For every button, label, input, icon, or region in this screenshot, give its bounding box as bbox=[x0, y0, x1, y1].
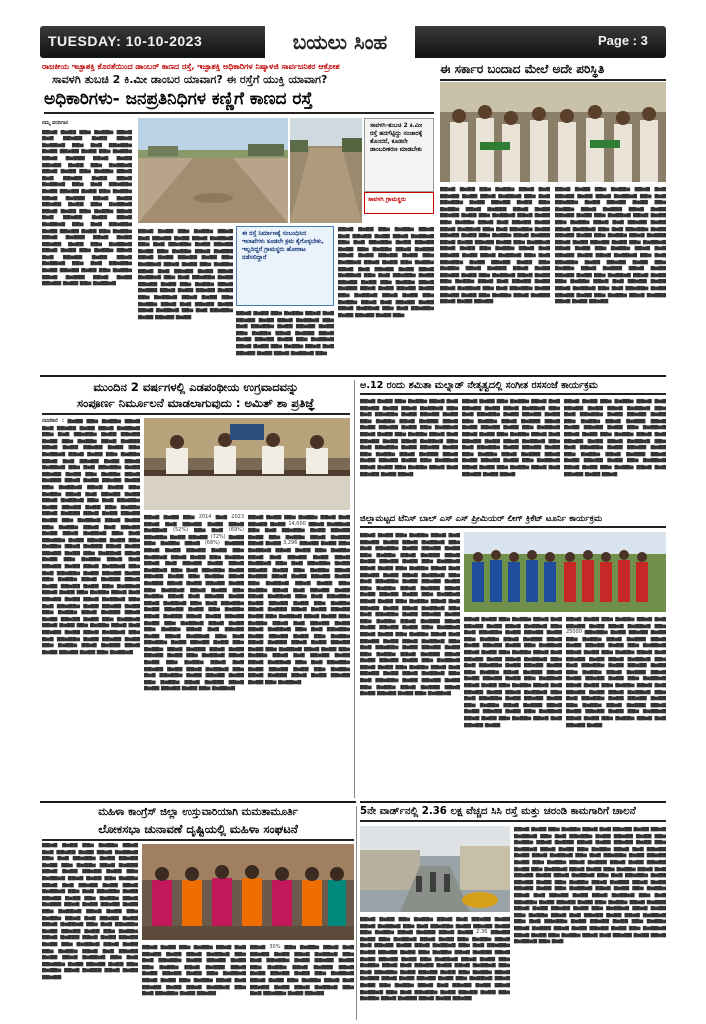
lead-byline: ನಮ್ಮ ವರದಿಗಾರ bbox=[42, 120, 69, 126]
amitshah-body-col1: ನವದೆಹಲಿ : ▆▅▆▆ ▆▆▅ ▆▅▆▆▅ ▆▆▅▆ ▆▅▆ ▆▆▅▆▆ ▆▅▆▆ ▆▆▅▆ ▆▅▆▆▅▆ ▆▆▅ ▆▅▆ ▆▆▅▆▆▅ ▆▅▆▆ ▆▆▅▆▆ ▆▅▆▆ ▆▆▅ ▆▅▆▆▅ ▆▆▅▆ ▆▅▆▆▆ ▆▆▅▆ ▆▅▆▆ ▆▆▅▆▆ ▆▅▆▆ ▆▆▅ ▆▅▆▆▅▆ ▆▆▅▆ ▆▅▆▆ ▆▆▅ ▆▅▆▆▅ ▆▆▅▆ ▆▅▆ ▆▆▅▆▆ ▆▅▆▆ ▆▆▅▆ ▆▅▆▆▅▆ ▆▆▅ ▆▅▆ ▆▆▅▆▆▅ ▆▅▆▆ ▆▆▅▆▆ ▆▅▆▆ ▆▆▅ ▆▅▆▆▅ ▆▆▅▆ ▆▅▆▆▆ ▆▆▅▆ ▆▅▆▆ ▆▆▅▆▆ ▆▅▆▆ ▆▆▅ ▆▅▆▆▅▆ ▆▆▅▆ ▆▅▆▆ ▆▆▅ ▆▅▆▆▅ ▆▆▅▆ ▆▅▆ ▆▆▅▆▆ ▆▅▆▆ ▆▆▅▆ ▆▅▆▆▅▆ ▆▆▅ ▆▅▆ ▆▆▅▆▆▅ ▆▅▆▆ ▆▆▅▆▆ ▆▅▆▆ ▆▆▅ ▆▅▆▆▅ ▆▆▅▆ ▆▅▆▆▆ ▆▆▅▆ ▆▅▆▆ ▆▆▅▆▆ ▆▅▆▆ ▆▆▅ ▆▅▆▆▅▆ ▆▆▅▆ ▆▅▆▆ ▆▆▅ ▆▅▆▆▅ ▆▆▅▆ ▆▅▆ ▆▆▅▆▆ ▆▅▆▆ ▆▆▅▆ ▆▅▆▆▅▆ ▆▆▅ ▆▅▆ ▆▆▅▆▆▅ ▆▅▆▆ ▆▆▅▆▆ ▆▅▆▆ ▆▆▅ ▆▅▆▆▅ ▆▆▅▆ ▆▅▆▆▆ ▆▆▅▆ ▆▅▆▆ ▆▆▅▆▆ ▆▅▆▆ ▆▆▅ ▆▅▆▆▅▆ ▆▆▅▆ ▆▅▆▆ ▆▆▅ ▆▅▆▆▅ ▆▆▅▆ ▆▅▆ ▆▆▅▆▆ ▆▅▆▆ ▆▆▅▆ ▆▅▆▆▅▆ ▆▆▅ ▆▅▆ ▆▆▅▆▆▅ ▆▅▆▆ ▆▆▅▆▆ ▆▅▆▆ ▆▆▅ ▆▅▆▆▅ ▆▆▅▆ ▆▅▆▆▆ ▆▆▅▆ ▆▅▆▆ ▆▆▅▆▆ ▆▅▆▆ ▆▆▅ ▆▅▆▆▅▆ ▆▆▅▆ ▆▅▆▆ ▆▆▅ ▆▅▆▆▅ ▆▆▅▆ ▆▅▆ ▆▆▅▆▆ ▆▅▆▆ ▆▆▅▆ ▆▅▆▆▅▆ ▆▆▅ ▆▅▆ ▆▆▅▆▆▅ ▆▅▆▆ ▆▆▅▆▆ ▆▅▆▆ ▆▆▅ ▆▅▆▆▅ ▆▆▅▆ ▆▅▆▆▆ ▆▆▅▆ ▆▅▆▆ ▆▆▅▆▆ ▆▅▆▆ ▆▆▅ ▆▅▆▆▅▆ ▆▆▅▆ ▆▅▆▆ ▆▆▅ ▆▅▆▆▅ ▆▆▅▆ ▆▅▆ ▆▆▅▆▆ ▆▅▆▆ ▆▆▅▆ ▆▅▆▆▅▆ ▆▆▅ ▆▅▆ ▆▆▅▆▆▅ ▆▅▆▆ ▆▆▅▆▆ ▆▅▆▆ ▆▆▅ ▆▅▆▆▅ ▆▆▅▆ ▆▅▆▆▆ ▆▆▅▆ ▆▅▆▆ ▆▆▅▆▆ ▆▅▆▆ ▆▆▅ ▆▅▆▆▅▆ bbox=[42, 418, 140, 655]
lead-kicker: ರಾಜಕೀಯ ಇಚ್ಛಾಶಕ್ತಿ ಕೊರತೆಯಿಂದ ಡಾಂಬರ್ ಕಾಣದ ರಸ್ತೆ, ಇಚ್ಛಾಶಕ್ತಿ ಅಧಿಕಾರಿಗಳ ನಿಷ್ಕಾಳಜಿ ಸಾರ್ವಜನಿಕರ ಆಕ್ರೋಶ bbox=[42, 62, 340, 71]
cricket-headline: ಜಿಲ್ಲಾಮಟ್ಟದ ಟೆನಿಸ್ ಬಾಲ್ ಎಸ್ ಎಸ್ ಪ್ರೀಮಿಯರ್ ಲೀಗ್ ಕ್ರಿಕೆಟ್ ಟೂರ್ನಿ ಕಾರ್ಯಕ್ರಮ bbox=[360, 514, 666, 528]
music-body-col3: ▆▆▅▆ ▆▅▆▆ ▆▆▅ ▆▅▆▆▅ ▆▆▅▆ ▆▅▆ ▆▆▅▆▆ ▆▅▆▆ ▆▆▅▆ ▆▅▆▆▅▆ ▆▆▅ ▆▅▆ ▆▆▅▆▆▅ ▆▅▆▆ ▆▆▅▆▆ ▆▅▆▆ ▆▆▅ ▆▅▆▆▅ ▆▆▅▆ ▆▅▆▆▆ ▆▆▅▆ ▆▅▆▆ ▆▆▅▆▆ ▆▅▆▆ ▆▆▅ ▆▅▆▆▅▆ ▆▆▅▆ ▆▅▆▆ ▆▆▅ ▆▅▆▆▅ ▆▆▅▆ ▆▅▆ ▆▆▅▆▆ ▆▅▆▆ ▆▆▅▆ ▆▅▆▆▅▆ ▆▆▅ ▆▅▆ ▆▆▅▆▆▅ ▆▅▆▆ ▆▆▅▆▆ ▆▅▆▆ ▆▆▅ ▆▅▆▆▅ ▆▆▅▆ ▆▅▆▆▆ ▆▆▅▆ ▆▅▆▆ ▆▆▅▆▆ ▆▅▆▆ ▆▆▅ ▆▅▆▆▅▆ ▆▆▅▆ ▆▅▆▆ ▆▆▅ ▆▅▆▆▅ ▆▆▅▆ ▆▅▆ ▆▆▅▆▆ ▆▅▆▆ ▆▆▅▆ bbox=[564, 398, 666, 477]
cc-road-headline: 5ನೇ ವಾರ್ಡ್‌ನಲ್ಲಿ 2.36 ಲಕ್ಷ ವೆಚ್ಚದ ಸಿಸಿ ರಸ್ತೆ ಮತ್ತು ಚರಂಡಿ ಕಾಮಗಾರಿಗೆ ಚಾಲನೆ bbox=[360, 806, 666, 822]
section-divider-bottom-left bbox=[40, 801, 356, 803]
section-divider-bottom-right bbox=[360, 801, 666, 803]
cricket-body-col1: ▆▆▅▆ ▆▅▆▆ ▆▆▅ ▆▅▆▆▅ ▆▆▅▆ ▆▅▆ ▆▆▅▆▆ ▆▅▆▆ ▆▆▅▆ ▆▅▆▆▅▆ ▆▆▅ ▆▅▆ ▆▆▅▆▆▅ ▆▅▆▆ ▆▆▅▆▆ ▆▅▆▆ ▆▆▅ ▆▅▆▆▅ ▆▆▅▆ ▆▅▆▆▆ ▆▆▅▆ ▆▅▆▆ ▆▆▅▆▆ ▆▅▆▆ ▆▆▅ ▆▅▆▆▅▆ ▆▆▅▆ ▆▅▆▆ ▆▆▅ ▆▅▆▆▅ ▆▆▅▆ ▆▅▆ ▆▆▅▆▆ ▆▅▆▆ ▆▆▅▆ ▆▅▆▆▅▆ ▆▆▅ ▆▅▆ ▆▆▅▆▆▅ ▆▅▆▆ ▆▆▅▆▆ ▆▅▆▆ ▆▆▅ ▆▅▆▆▅ ▆▆▅▆ ▆▅▆▆▆ ▆▆▅▆ ▆▅▆▆ ▆▆▅▆▆ ▆▅▆▆ ▆▆▅ ▆▅▆▆▅▆ ▆▆▅▆ ▆▅▆▆ ▆▆▅ ▆▅▆▆▅ ▆▆▅▆ ▆▅▆ ▆▆▅▆▆ ▆▅▆▆ ▆▆▅▆ ▆▅▆▆▅▆ ▆▆▅ ▆▅▆ ▆▆▅▆▆▅ ▆▅▆▆ ▆▆▅▆▆ ▆▅▆▆ ▆▆▅ ▆▅▆▆▅ ▆▆▅▆ ▆▅▆▆▆ ▆▆▅▆ ▆▅▆▆ ▆▆▅▆▆ ▆▅▆▆ ▆▆▅ ▆▅▆▆▅▆ ▆▆▅▆ ▆▅▆▆ ▆▆▅ ▆▅▆▆▅ ▆▆▅▆ ▆▅▆ ▆▆▅▆▆ ▆▅▆▆ ▆▆▅▆ ▆▅▆▆▅▆ ▆▆▅ ▆▅▆ ▆▆▅▆▆▅ ▆▅▆▆ ▆▆▅▆▆ ▆▅▆▆ ▆▆▅ ▆▅▆▆▅ ▆▆▅▆ ▆▅▆▆▆ ▆▆▅▆ ▆▅▆▆ ▆▆▅▆▆ ▆▅▆▆ ▆▆▅ ▆▅▆▆▅▆ ▆▆▅▆ ▆▅▆▆ ▆▆▅ ▆▅▆▆▅ ▆▆▅▆ ▆▅▆ ▆▆▅▆▆ ▆▅▆▆ ▆▆▅▆ ▆▅▆▆▅▆ ▆▆▅ ▆▅▆ ▆▆▅▆▆▅ ▆▅▆▆ ▆▆▅▆▆ ▆▅▆▆ ▆▆▅ ▆▅▆▆▅ ▆▆▅▆ ▆▅▆▆▆ ▆▆▅▆ ▆▅▆▆ ▆▆▅▆▆ ▆▅▆▆ ▆▆▅ ▆▅▆▆▅▆ bbox=[360, 532, 460, 697]
womens-meeting-photo bbox=[142, 844, 354, 940]
lead-headline: ಅಧಿಕಾರಿಗಳು- ಜನಪ್ರತಿನಿಧಿಗಳ ಕಣ್ಣಿಗೆ ಕಾಣದ ರಸ್ತೆ bbox=[44, 89, 434, 114]
newspaper-title: ಬಯಲು ಸಿಂಹ bbox=[265, 26, 415, 58]
amitshah-headline-line2: ಸಂಪೂರ್ಣ ನಿರ್ಮೂಲನೆ ಮಾಡಲಾಗುವುದು : ಅಮಿತ್ ಶಾ ಪ್ರತಿಜ್ಞೆ bbox=[42, 396, 350, 415]
section-divider bbox=[40, 375, 666, 377]
lead-quote-box: ಸಾವಳಗಿ-ತುಬಚಿ 2 ಕಿ.ಮೀ ರಸ್ತೆ ಹದಗೆಟ್ಟಿದ್ದು ಸಂಚಾರಕ್ಕೆ ತೊಂದರೆ, ಕೂಡಲೇ ಡಾಂಬರೀಕರಣ ಮಾಡಬೇಕು bbox=[364, 118, 434, 192]
column-rule bbox=[354, 380, 355, 798]
lead-body-col1: ನಮ್ಮ ವರದಿಗಾರ ▆▆▅▆ ▆▅▆▆ ▆▆▅ ▆▅▆▆▅ ▆▆▅▆ ▆▅▆ ▆▆▅▆▆ ▆▅▆▆ ▆▆▅▆ ▆▅▆▆▅▆ ▆▆▅ ▆▅▆ ▆▆▅▆▆▅ ▆▅▆▆ ▆▆▅▆▆ ▆▅▆▆ ▆▆▅ ▆▅▆▆▅ ▆▆▅▆ ▆▅▆▆▆ ▆▆▅▆ ▆▅▆▆ ▆▆▅▆▆ ▆▅▆▆ ▆▆▅ ▆▅▆▆▅▆ ▆▆▅▆ ▆▅▆▆ ▆▆▅ ▆▅▆▆▅ ▆▆▅▆ ▆▅▆ ▆▆▅▆▆ ▆▅▆▆ ▆▆▅▆ ▆▅▆▆▅▆ ▆▆▅ ▆▅▆ ▆▆▅▆▆▅ ▆▅▆▆ ▆▆▅▆▆ ▆▅▆▆ ▆▆▅ ▆▅▆▆▅ ▆▆▅▆ ▆▅▆▆▆ ▆▆▅▆ ▆▅▆▆ ▆▆▅▆▆ ▆▅▆▆ ▆▆▅ ▆▅▆▆▅▆ ▆▆▅▆ ▆▅▆▆ ▆▆▅ ▆▅▆▆▅ ▆▆▅▆ ▆▅▆ ▆▆▅▆▆ ▆▅▆▆ ▆▆▅▆ ▆▅▆▆▅▆ ▆▆▅ ▆▅▆ ▆▆▅▆▆▅ ▆▅▆▆ ▆▆▅▆▆ ▆▅▆▆ ▆▆▅ ▆▅▆▆▅ ▆▆▅▆ ▆▅▆▆▆ ▆▆▅▆ ▆▅▆▆ ▆▆▅▆▆ ▆▅▆▆ ▆▆▅ ▆▅▆▆▅▆ ▆▆▅▆ ▆▅▆▆ ▆▆▅ ▆▅▆▆▅ ▆▆▅▆ ▆▅▆ ▆▆▅▆▆ ▆▅▆▆ ▆▆▅▆ ▆▅▆▆▅▆ ▆▆▅ ▆▅▆ ▆▆▅▆▆▅ ▆▅▆▆ ▆▆▅▆▆ ▆▅▆▆ ▆▆▅ ▆▅▆▆▅ ▆▆▅▆ ▆▅▆▆▆ ▆▆▅▆ ▆▅▆▆ ▆▆▅▆▆ ▆▅▆▆ ▆▆▅ ▆▅▆▆▅▆ bbox=[42, 120, 132, 287]
womens-body-col1: ▆▆▅▆ ▆▅▆▆ ▆▆▅ ▆▅▆▆▅ ▆▆▅▆ ▆▅▆ ▆▆▅▆▆ ▆▅▆▆ ▆▆▅▆ ▆▅▆▆▅▆ ▆▆▅ ▆▅▆ ▆▆▅▆▆▅ ▆▅▆▆ ▆▆▅▆▆ ▆▅▆▆ ▆▆▅ ▆▅▆▆▅ ▆▆▅▆ ▆▅▆▆▆ ▆▆▅▆ ▆▅▆▆ ▆▆▅▆▆ ▆▅▆▆ ▆▆▅ ▆▅▆▆▅▆ ▆▆▅▆ ▆▅▆▆ ▆▆▅ ▆▅▆▆▅ ▆▆▅▆ ▆▅▆ ▆▆▅▆▆ ▆▅▆▆ ▆▆▅▆ ▆▅▆▆▅▆ ▆▆▅ ▆▅▆ ▆▆▅▆▆▅ ▆▅▆▆ ▆▆▅▆▆ ▆▅▆▆ ▆▆▅ ▆▅▆▆▅ ▆▆▅▆ ▆▅▆▆▆ ▆▆▅▆ ▆▅▆▆ ▆▆▅▆▆ ▆▅▆▆ ▆▆▅ ▆▅▆▆▅▆ ▆▆▅▆ ▆▅▆▆ ▆▆▅ ▆▅▆▆▅ ▆▆▅▆ ▆▅▆ ▆▆▅▆▆ ▆▅▆▆ ▆▆▅▆ ▆▅▆▆▅▆ ▆▆▅ ▆▅▆ ▆▆▅▆▆▅ ▆▅▆▆ ▆▆▅▆▆ ▆▅▆▆ ▆▆▅ ▆▅▆▆▅ ▆▆▅▆ ▆▅▆▆▆ ▆▆▅▆ ▆▅▆▆ ▆▆▅▆▆ ▆▅▆▆ ▆▆▅ ▆▅▆▆▅▆ ▆▆▅▆ ▆▅▆▆ ▆▆▅ ▆▅▆▆▅ ▆▆▅▆ ▆▅▆ ▆▆▅▆▆ ▆▅▆▆ ▆▆▅▆ ▆▅▆▆▅▆ ▆▆▅ ▆▅▆ ▆▆▅▆▆▅ ▆▅▆▆ ▆▆▅▆▆ ▆▅▆▆ ▆▆▅ ▆▅▆▆▅ ▆▆▅▆ ▆▅▆▆▆ ▆▆▅▆ ▆▅▆▆ ▆▆▅▆▆ bbox=[42, 842, 138, 980]
amitshah-body-col2: ▆▆▅▆ ▆▅▆▆ ▆▆▅ 2014 ▆▅▆ 2023 ▆▆▅▆ ▆▅▆ ▆▆▅▆▆ ▆▅▆▆ ▆▆▅▆ ▆▅▆▆▅▆ (52%) ▆▆▅ ▆▅▆ (69%) ▆▆▅▆▆▅ ▆▅▆▆ ▆▆▅▆▆ (72%) ▆▅▆▆ ▆▆▅ ▆▅▆▆▅ ▆▆▅▆ (68%) ▆▅▆▆▆ ▆▆▅▆ ▆▅▆▆ ▆▆▅▆▆ ▆▅▆▆ ▆▆▅ ▆▅▆▆▅▆ ▆▆▅▆ ▆▅▆▆ ▆▆▅ ▆▅▆▆▅ ▆▆▅▆ ▆▅▆ ▆▆▅▆▆ ▆▅▆▆ ▆▆▅▆ ▆▅▆▆▅▆ ▆▆▅ ▆▅▆ ▆▆▅▆▆▅ ▆▅▆▆ ▆▆▅▆▆ ▆▅▆▆ ▆▆▅ ▆▅▆▆▅ ▆▆▅▆ ▆▅▆▆▆ ▆▆▅▆ ▆▅▆▆ ▆▆▅▆▆ ▆▅▆▆ ▆▆▅ ▆▅▆▆▅▆ ▆▆▅▆ ▆▅▆▆ ▆▆▅ ▆▅▆▆▅ ▆▆▅▆ ▆▅▆ ▆▆▅▆▆ ▆▅▆▆ ▆▆▅▆ ▆▅▆▆▅▆ ▆▆▅ ▆▅▆ ▆▆▅▆▆▅ ▆▅▆▆ ▆▆▅▆▆ ▆▅▆▆ ▆▆▅ ▆▅▆▆▅ ▆▆▅▆ ▆▅▆▆▆ ▆▆▅▆ ▆▅▆▆ ▆▆▅▆▆ ▆▅▆▆ ▆▆▅ ▆▅▆▆▅▆ ▆▆▅▆ ▆▅▆▆ ▆▆▅ ▆▅▆▆▅ ▆▆▅▆ ▆▅▆ ▆▆▅▆▆ ▆▅▆▆ ▆▆▅▆ ▆▅▆▆▅▆ ▆▆▅ ▆▅▆ ▆▆▅▆▆▅ ▆▅▆▆ ▆▆▅▆▆ ▆▅▆▆ ▆▆▅ ▆▅▆▆▅ ▆▆▅▆ ▆▅▆▆▆ ▆▆▅▆ ▆▅▆▆ ▆▆▅▆▆ ▆▅▆▆ ▆▆▅ ▆▅▆▆▅▆ ▆▆▅▆ ▆▅▆▆ ▆▆▅ ▆▅▆▆▅ ▆▆▅▆ ▆▅▆ ▆▆▅▆▆ ▆▅▆▆ ▆▆▅▆ ▆▅▆▆▅▆ ▆▆▅ ▆▅▆ ▆▆▅▆▆▅ ▆▅▆▆ ▆▆▅▆▆ ▆▅▆▆ ▆▆▅ ▆▅▆▆▅ ▆▆▅▆ ▆▅▆▆▆ ▆▆▅▆ ▆▅▆▆ ▆▆▅▆▆ ▆▅▆▆ ▆▆▅ ▆▅▆▆▅▆ bbox=[144, 514, 244, 692]
right-top-headline: ಈ ಸರ್ಕಾರ ಬಂದಾದ ಮೇಲೆ ಅದೇ ಪರಿಸ್ಥಿತಿ bbox=[440, 62, 666, 81]
lead-subhead: ಸಾವಳಗಿ ತುಬಚಿ 2 ಕಿ.ಮೀ ಡಾಂಬರ ಯಾವಾಗ? ಈ ರಸ್ತೆಗೆ ಯುಕ್ತಿ ಯಾವಾಗ? bbox=[52, 73, 328, 86]
page-number: Page : 3 bbox=[598, 33, 648, 48]
womens-congress-kicker: ಮಹಿಳಾ ಕಾಂಗ್ರೆಸ್ ಜಿಲ್ಲಾ ಉಸ್ತುವಾರಿಯಾಗಿ ಮಮತಾಮೂರ್ತಿ bbox=[98, 806, 298, 818]
cricket-team-photo bbox=[464, 532, 666, 612]
right-top-body-col2: ▆▆▅▆ ▆▅▆▆ ▆▆▅ ▆▅▆▆▅ ▆▆▅▆ ▆▅▆ ▆▆▅▆▆ ▆▅▆▆ ▆▆▅▆ ▆▅▆▆▅▆ ▆▆▅ ▆▅▆ ▆▆▅▆▆▅ ▆▅▆▆ ▆▆▅▆▆ ▆▅▆▆ ▆▆▅ ▆▅▆▆▅ ▆▆▅▆ ▆▅▆▆▆ ▆▆▅▆ ▆▅▆▆ ▆▆▅▆▆ ▆▅▆▆ ▆▆▅ ▆▅▆▆▅▆ ▆▆▅▆ ▆▅▆▆ ▆▆▅ ▆▅▆▆▅ ▆▆▅▆ ▆▅▆ ▆▆▅▆▆ ▆▅▆▆ ▆▆▅▆ ▆▅▆▆▅▆ ▆▆▅ ▆▅▆ ▆▆▅▆▆▅ ▆▅▆▆ ▆▆▅▆▆ ▆▅▆▆ ▆▆▅ ▆▅▆▆▅ ▆▆▅▆ ▆▅▆▆▆ ▆▆▅▆ ▆▅▆▆ ▆▆▅▆▆ ▆▅▆▆ ▆▆▅ ▆▅▆▆▅▆ ▆▆▅▆ ▆▅▆▆ ▆▆▅ ▆▅▆▆▅ ▆▆▅▆ ▆▅▆ ▆▆▅▆▆ ▆▅▆▆ ▆▆▅▆ ▆▅▆▆▅▆ ▆▆▅ ▆▅▆ ▆▆▅▆▆▅ ▆▅▆▆ ▆▆▅▆▆ ▆▅▆▆ ▆▆▅ ▆▅▆▆▅ ▆▆▅▆ ▆▅▆▆▆ ▆▆▅▆ ▆▅▆▆ ▆▆▅▆▆ ▆▅▆▆ ▆▆▅ ▆▅▆▆▅▆ ▆▆▅▆ ▆▅▆▆ ▆▆▅ ▆▅▆▆▅ ▆▆▅▆ ▆▅▆ ▆▆▅▆▆ ▆▅▆▆ ▆▆▅▆ ▆▅▆▆▅▆ ▆▆▅ ▆▅▆ ▆▆▅▆▆▅ ▆▅▆▆ ▆▆▅▆▆ ▆▅▆▆ ▆▆▅ ▆▅▆▆▅ ▆▆▅▆ ▆▅▆▆▆ ▆▆▅▆ ▆▅▆▆ ▆▆▅▆▆ bbox=[555, 186, 666, 305]
womens-body-col3: ▆▆▅▆ 30% ▆▆▅ ▆▅▆▆▅ ▆▆▅▆ ▆▅▆ ▆▆▅▆▆ ▆▅▆▆ ▆▆▅▆ ▆▅▆▆▅▆ ▆▆▅ ▆▅▆ ▆▆▅▆▆▅ ▆▅▆▆ ▆▆▅▆▆ ▆▅▆▆ ▆▆▅ ▆▅▆▆▅ ▆▆▅▆ ▆▅▆▆▆ ▆▆▅▆ ▆▅▆▆ ▆▆▅▆▆ ▆▅▆▆ ▆▆▅ ▆▅▆▆▅▆ ▆▆▅▆ ▆▅▆▆ ▆▆▅ ▆▅▆▆▅ ▆▆▅▆ ▆▅▆ ▆▆▅▆▆ ▆▅▆▆ ▆▆▅▆ ▆▅▆▆▅▆ ▆▆▅ ▆▅▆ ▆▆▅▆▆▅ ▆▅▆▆ ▆▆▅▆▆ bbox=[250, 944, 354, 997]
lead-body-col4: ▆▆▅▆ ▆▅▆▆ ▆▆▅ ▆▅▆▆▅ ▆▆▅▆ ▆▅▆ ▆▆▅▆▆ ▆▅▆▆ ▆▆▅▆ ▆▅▆▆▅▆ ▆▆▅ ▆▅▆ ▆▆▅▆▆▅ ▆▅▆▆ ▆▆▅▆▆ ▆▅▆▆ ▆▆▅ ▆▅▆▆▅ ▆▆▅▆ ▆▅▆▆▆ ▆▆▅▆ ▆▅▆▆ ▆▆▅▆▆ ▆▅▆▆ ▆▆▅ ▆▅▆▆▅▆ ▆▆▅▆ ▆▅▆▆ ▆▆▅ ▆▅▆▆▅ ▆▆▅▆ ▆▅▆ ▆▆▅▆▆ ▆▅▆▆ ▆▆▅▆ ▆▅▆▆▅▆ ▆▆▅ ▆▅▆ ▆▆▅▆▆▅ ▆▅▆▆ ▆▆▅▆▆ ▆▅▆▆ ▆▆▅ ▆▅▆▆▅ ▆▆▅▆ ▆▅▆▆▆ ▆▆▅▆ ▆▅▆▆ ▆▆▅▆▆ ▆▅▆▆ ▆▆▅ ▆▅▆▆▅▆ ▆▆▅▆ ▆▅▆▆ ▆▆▅ ▆▅▆▆▅ ▆▆▅▆ ▆▅▆ ▆▆▅▆▆ ▆▅▆▆ ▆▆▅▆ ▆▅▆▆▅▆ ▆▆▅ ▆▅▆ ▆▆▅▆▆▅ ▆▅▆▆ ▆▆▅▆▆ ▆▅▆▆ ▆▆▅ bbox=[338, 226, 434, 318]
cc-road-body-col2: ▆▆▅▆ ▆▅▆▆ ▆▆▅ ▆▅▆▆▅ ▆▆▅▆ ▆▅▆ ▆▆▅▆▆ ▆▅▆▆ ▆▆▅▆ ▆▅▆▆▅▆ ▆▆▅ ▆▅▆ ▆▆▅▆▆▅ ▆▅▆▆ ▆▆▅▆▆ ▆▅▆▆ ▆▆▅ ▆▅▆▆▅ ▆▆▅▆ ▆▅▆▆▆ ▆▆▅▆ ▆▅▆▆ ▆▆▅▆▆ ▆▅▆▆ ▆▆▅ ▆▅▆▆▅▆ ▆▆▅▆ ▆▅▆▆ ▆▆▅ ▆▅▆▆▅ ▆▆▅▆ ▆▅▆ ▆▆▅▆▆ ▆▅▆▆ ▆▆▅▆ ▆▅▆▆▅▆ ▆▆▅ ▆▅▆ ▆▆▅▆▆▅ ▆▅▆▆ ▆▆▅▆▆ ▆▅▆▆ ▆▆▅ ▆▅▆▆▅ ▆▆▅▆ ▆▅▆▆▆ ▆▆▅▆ ▆▅▆▆ ▆▆▅▆▆ ▆▅▆▆ ▆▆▅ ▆▅▆▆▅▆ ▆▆▅▆ ▆▅▆▆ ▆▆▅ ▆▅▆▆▅ ▆▆▅▆ ▆▅▆ ▆▆▅▆▆ ▆▅▆▆ ▆▆▅▆ ▆▅▆▆▅▆ ▆▆▅ ▆▅▆ ▆▆▅▆▆▅ ▆▅▆▆ ▆▆▅▆▆ ▆▅▆▆ ▆▆▅ ▆▅▆▆▅ ▆▆▅▆ ▆▅▆▆▆ ▆▆▅▆ ▆▅▆▆ ▆▆▅▆▆ ▆▅▆▆ ▆▆▅ ▆▅▆▆▅▆ ▆▆▅▆ ▆▅▆▆ ▆▆▅ ▆▅▆▆▅ ▆▆▅▆ ▆▅▆ ▆▆▅▆▆ ▆▅▆▆ ▆▆▅▆ ▆▅▆▆▅▆ ▆▆▅ ▆▅▆ ▆▆▅▆▆▅ ▆▅▆▆ ▆▆▅▆▆ ▆▅▆▆ ▆▆▅ ▆▅▆▆▅ ▆▆▅▆ ▆▅▆▆▆ ▆▆▅▆ ▆▅▆▆ ▆▆▅▆▆ ▆▅▆▆ ▆▆▅ ▆▅▆▆▅▆ ▆▆▅▆ ▆▅▆▆ ▆▆▅ ▆▅▆▆▅ ▆▆▅▆ ▆▅▆ ▆▆▅▆▆ ▆▅▆▆ ▆▆▅▆ ▆▅▆▆▅▆ ▆▆▅ ▆▅▆ ▆▆▅▆▆▅ ▆▅▆▆ ▆▆▅▆▆ ▆▅▆▆ ▆▆▅ ▆▅▆▆▅ ▆▆▅▆ ▆▅▆▆▆ ▆▆▅▆ ▆▅▆▆ ▆▆▅▆▆ ▆▅▆▆ ▆▆▅ ▆▅▆▆▅▆ ▆▆▅▆ ▆▅▆▆ ▆▆▅ ▆▅▆▆▅ ▆▆▅▆ ▆▅▆ ▆▆▅▆▆ ▆▅▆▆ ▆▆▅▆ ▆▅▆▆▅▆ ▆▆▅ ▆▅▆ bbox=[514, 826, 666, 945]
lead-body-col3: ▆▆▅▆ ▆▅▆▆ ▆▆▅ ▆▅▆▆▅ ▆▆▅▆ ▆▅▆ ▆▆▅▆▆ ▆▅▆▆ ▆▆▅▆ ▆▅▆▆▅▆ ▆▆▅ ▆▅▆ ▆▆▅▆▆▅ ▆▅▆▆ ▆▆▅▆▆ ▆▅▆▆ ▆▆▅ ▆▅▆▆▅ ▆▆▅▆ ▆▅▆▆▆ ▆▆▅▆ ▆▅▆▆ ▆▆▅▆▆ ▆▅▆▆ ▆▆▅ ▆▅▆▆▅▆ ▆▆▅▆ ▆▅▆▆ ▆▆▅ ▆▅▆▆▅ ▆▆▅▆ ▆▅▆ ▆▆▅▆▆ ▆▅▆▆ ▆▆▅▆ ▆▅▆▆▅▆ ▆▆▅ bbox=[236, 310, 334, 356]
lead-sidebox: ಈ ರಸ್ತೆ ನಿರ್ಮಾಣಕ್ಕೆ ಸಂಬಂಧಿಸಿದ ಇಲಾಖೆಗಳು ಕೂಡಲೇ ಕ್ರಮ ಕೈಗೊಳ್ಳಬೇಕು, ಇಲ್ಲದಿದ್ದರೆ ಗ್ರಾಮಸ್ಥರು ಹೋರಾಟ ನಡೆಸಲಿದ್ದಾರೆ bbox=[236, 226, 334, 306]
music-body-col2: ▆▆▅▆ ▆▅▆▆ ▆▆▅ ▆▅▆▆▅ ▆▆▅▆ ▆▅▆ ▆▆▅▆▆ ▆▅▆▆ ▆▆▅▆ ▆▅▆▆▅▆ ▆▆▅ ▆▅▆ ▆▆▅▆▆▅ ▆▅▆▆ ▆▆▅▆▆ ▆▅▆▆ ▆▆▅ ▆▅▆▆▅ ▆▆▅▆ ▆▅▆▆▆ ▆▆▅▆ ▆▅▆▆ ▆▆▅▆▆ ▆▅▆▆ ▆▆▅ ▆▅▆▆▅▆ ▆▆▅▆ ▆▅▆▆ ▆▆▅ ▆▅▆▆▅ ▆▆▅▆ ▆▅▆ ▆▆▅▆▆ ▆▅▆▆ ▆▆▅▆ ▆▅▆▆▅▆ ▆▆▅ ▆▅▆ ▆▆▅▆▆▅ ▆▅▆▆ ▆▆▅▆▆ ▆▅▆▆ ▆▆▅ ▆▅▆▆▅ ▆▆▅▆ ▆▅▆▆▆ ▆▆▅▆ ▆▅▆▆ ▆▆▅▆▆ ▆▅▆▆ ▆▆▅ ▆▅▆▆▅▆ ▆▆▅▆ ▆▅▆▆ ▆▆▅ ▆▅▆▆▅ ▆▆▅▆ ▆▅▆ ▆▆▅▆▆ ▆▅▆▆ ▆▆▅▆ bbox=[462, 398, 560, 477]
womens-congress-headline: ಲೋಕಸಭಾ ಚುನಾವಣೆ ದೃಷ್ಟಿಯಲ್ಲಿ ಮಹಿಳಾ ಸಂಘಟನೆ bbox=[42, 822, 354, 841]
amitshah-dateline: ನವದೆಹಲಿ : bbox=[42, 418, 64, 424]
amitshah-meeting-photo bbox=[144, 418, 350, 510]
column-rule-bottom bbox=[356, 806, 357, 1020]
cricket-body-col2: ▆▆▅▆ ▆▅▆▆ ▆▆▅ ▆▅▆▆▅ ▆▆▅▆ ▆▅▆ ▆▆▅▆▆ ▆▅▆▆ ▆▆▅▆ ▆▅▆▆▅▆ ▆▆▅ ▆▅▆ ▆▆▅▆▆▅ ▆▅▆▆ ▆▆▅▆▆ ▆▅▆▆ ▆▆▅ ▆▅▆▆▅ ▆▆▅▆ ▆▅▆▆▆ ▆▆▅▆ ▆▅▆▆ ▆▆▅▆▆ ▆▅▆▆ ▆▆▅ ▆▅▆▆▅▆ ▆▆▅▆ ▆▅▆▆ ▆▆▅ ▆▅▆▆▅ ▆▆▅▆ ▆▅▆ ▆▆▅▆▆ ▆▅▆▆ ▆▆▅▆ ▆▅▆▆▅▆ ▆▆▅ ▆▅▆ ▆▆▅▆▆▅ ▆▅▆▆ ▆▆▅▆▆ ▆▅▆▆ ▆▆▅ ▆▅▆▆▅ ▆▆▅▆ ▆▅▆▆▆ ▆▆▅▆ ▆▅▆▆ ▆▆▅▆▆ ▆▅▆▆ ▆▆▅ ▆▅▆▆▅▆ ▆▆▅▆ ▆▅▆▆ ▆▆▅ ▆▅▆▆▅ ▆▆▅▆ ▆▅▆ ▆▆▅▆▆ ▆▅▆▆ ▆▆▅▆ ▆▅▆▆▅▆ ▆▆▅ ▆▅▆ ▆▆▅▆▆▅ ▆▅▆▆ ▆▆▅▆▆ ▆▅▆▆ ▆▆▅ ▆▅▆▆▅ ▆▆▅▆ ▆▅▆▆▆ ▆▆▅▆ ▆▅▆▆ ▆▆▅▆▆ ▆▅▆▆ ▆▆▅ ▆▅▆▆▅▆ ▆▆▅▆ ▆▅▆▆ ▆▆▅ ▆▅▆▆▅ ▆▆▅▆ ▆▅▆ ▆▆▅▆▆ ▆▅▆▆ bbox=[464, 616, 562, 728]
lead-body-col2: ▆▆▅▆ ▆▅▆▆ ▆▆▅ ▆▅▆▆▅ ▆▆▅▆ ▆▅▆ ▆▆▅▆▆ ▆▅▆▆ ▆▆▅▆ ▆▅▆▆▅▆ ▆▆▅ ▆▅▆ ▆▆▅▆▆▅ ▆▅▆▆ ▆▆▅▆▆ ▆▅▆▆ ▆▆▅ ▆▅▆▆▅ ▆▆▅▆ ▆▅▆▆▆ ▆▆▅▆ ▆▅▆▆ ▆▆▅▆▆ ▆▅▆▆ ▆▆▅ ▆▅▆▆▅▆ ▆▆▅▆ ▆▅▆▆ ▆▆▅ ▆▅▆▆▅ ▆▆▅▆ ▆▅▆ ▆▆▅▆▆ ▆▅▆▆ ▆▆▅▆ ▆▅▆▆▅▆ ▆▆▅ ▆▅▆ ▆▆▅▆▆▅ ▆▅▆▆ ▆▆▅▆▆ ▆▅▆▆ ▆▆▅ ▆▅▆▆▅ ▆▆▅▆ ▆▅▆▆▆ ▆▆▅▆ ▆▅▆▆ ▆▆▅▆▆ ▆▅▆▆ ▆▆▅ ▆▅▆▆▅▆ ▆▆▅▆ ▆▅▆▆ ▆▆▅ ▆▅▆▆▅ ▆▆▅▆ ▆▅▆ ▆▆▅▆▆ ▆▅▆▆ ▆▆▅▆ ▆▅▆▆▅▆ ▆▆▅ ▆▅▆ ▆▆▅▆▆▅ ▆▅▆▆ ▆▆▅▆▆ ▆▅▆▆ bbox=[138, 228, 233, 320]
lead-road-photo-2 bbox=[290, 118, 362, 223]
womens-body-col2: ▆▆▅▆ ▆▅▆▆ ▆▆▅ ▆▅▆▆▅ ▆▆▅▆ ▆▅▆ ▆▆▅▆▆ ▆▅▆▆ ▆▆▅▆ ▆▅▆▆▅▆ ▆▆▅ ▆▅▆ ▆▆▅▆▆▅ ▆▅▆▆ ▆▆▅▆▆ ▆▅▆▆ ▆▆▅ ▆▅▆▆▅ ▆▆▅▆ ▆▅▆▆▆ ▆▆▅▆ ▆▅▆▆ ▆▆▅▆▆ ▆▅▆▆ ▆▆▅ ▆▅▆▆▅▆ ▆▆▅▆ ▆▅▆▆ ▆▆▅ ▆▅▆▆▅ ▆▆▅▆ ▆▅▆ ▆▆▅▆▆ ▆▅▆▆ ▆▆▅▆ ▆▅▆▆▅▆ ▆▆▅ ▆▅▆ ▆▆▅▆▆▅ ▆▅▆▆ ▆▆▅▆▆ bbox=[142, 944, 246, 997]
music-body-col1: ▆▆▅▆ ▆▅▆▆ ▆▆▅ ▆▅▆▆▅ ▆▆▅▆ ▆▅▆ ▆▆▅▆▆ ▆▅▆▆ ▆▆▅▆ ▆▅▆▆▅▆ ▆▆▅ ▆▅▆ ▆▆▅▆▆▅ ▆▅▆▆ ▆▆▅▆▆ ▆▅▆▆ ▆▆▅ ▆▅▆▆▅ ▆▆▅▆ ▆▅▆▆▆ ▆▆▅▆ ▆▅▆▆ ▆▆▅▆▆ ▆▅▆▆ ▆▆▅ ▆▅▆▆▅▆ ▆▆▅▆ ▆▅▆▆ ▆▆▅ ▆▅▆▆▅ ▆▆▅▆ ▆▅▆ ▆▆▅▆▆ ▆▅▆▆ ▆▆▅▆ ▆▅▆▆▅▆ ▆▆▅ ▆▅▆ ▆▆▅▆▆▅ ▆▅▆▆ ▆▆▅▆▆ ▆▅▆▆ ▆▆▅ ▆▅▆▆▅ ▆▆▅▆ ▆▅▆▆▆ ▆▆▅▆ ▆▅▆▆ ▆▆▅▆▆ ▆▅▆▆ ▆▆▅ ▆▅▆▆▅▆ ▆▆▅▆ ▆▅▆▆ ▆▆▅ ▆▅▆▆▅ ▆▆▅▆ ▆▅▆ ▆▆▅▆▆ ▆▅▆▆ ▆▆▅▆ bbox=[360, 398, 458, 477]
cc-road-photo bbox=[360, 826, 510, 912]
protest-photo bbox=[440, 82, 666, 182]
music-event-headline: ಅ.12 ರಂದು ಶಮಿತಾ ಮಲ್ನಾಡ್ ನೇತೃತ್ವದಲ್ಲಿ ಸಂಗೀತ ರಸಸಂಜೆ ಕಾರ್ಯಕ್ರಮ bbox=[360, 380, 666, 395]
issue-date: TUESDAY: 10-10-2023 bbox=[48, 33, 203, 49]
lead-quote-caption: ಸಾವಳಗಿ ಗ್ರಾಮಸ್ಥರು bbox=[364, 192, 434, 214]
cc-road-body-col1: ▆▆▅▆ ▆▅▆▆ ▆▆▅ ▆▅▆▆▅ ▆▆▅▆ ▆▅▆ ▆▆▅▆▆ ▆▅▆▆ ▆▆▅▆ ▆▅▆▆▅▆ ▆▆▅ ▆▅▆ ▆▆▅▆▆▅ ▆▅▆▆ ▆▆▅▆▆ ▆▅▆▆ ▆▆▅ ▆▅▆▆▅ ▆▆▅▆ ▆▅▆▆▆ ▆▆▅▆ ▆▅▆▆ 2.36 ▆▆▅▆▆ ▆▅▆▆ ▆▆▅ ▆▅▆▆▅▆ ▆▆▅▆ ▆▅▆▆ ▆▆▅ ▆▅▆▆▅ ▆▆▅▆ ▆▅▆ ▆▆▅▆▆ ▆▅▆▆ ▆▆▅▆ ▆▅▆▆▅▆ ▆▆▅ ▆▅▆ ▆▆▅▆▆▅ ▆▅▆▆ ▆▆▅▆▆ ▆▅▆▆ ▆▆▅ ▆▅▆▆▅ ▆▆▅▆ ▆▅▆▆▆ ▆▆▅▆ ▆▅▆▆ ▆▆▅▆▆ ▆▅▆▆ ▆▆▅ ▆▅▆▆▅▆ ▆▆▅▆ ▆▅▆▆ ▆▆▅ ▆▅▆▆▅ ▆▆▅▆ ▆▅▆ ▆▆▅▆▆ ▆▅▆▆ ▆▆▅▆ ▆▅▆▆▅▆ ▆▆▅ ▆▅▆ ▆▆▅▆▆▅ ▆▅▆▆ ▆▆▅▆▆ ▆▅▆▆ ▆▆▅ ▆▅▆▆▅ ▆▆▅▆ ▆▅▆▆▆ ▆▆▅▆ ▆▅▆▆ ▆▆▅▆▆ ▆▅▆▆ ▆▆▅ ▆▅▆▆▅▆ ▆▆▅▆ ▆▅▆▆ ▆▆▅ ▆▅▆▆▅ ▆▆▅▆ ▆▅▆ ▆▆▅▆▆ ▆▅▆▆ ▆▆▅▆ ▆▅▆▆▅▆ ▆▆▅ ▆▅▆ ▆▆▅▆▆▅ ▆▅▆▆ ▆▆▅▆▆ ▆▅▆▆ ▆▆▅ ▆▅▆▆▅ ▆▆▅▆ ▆▅▆▆▆ ▆▆▅▆ ▆▅▆▆ ▆▆▅▆▆ bbox=[360, 916, 510, 1002]
lead-road-photo bbox=[138, 118, 288, 223]
cricket-body-col3: ▆▆▅▆ ▆▅▆▆ ▆▆▅ ▆▅▆▆▅ ▆▆▅▆ ▆▅▆ ▆▆▅▆▆ ▆▅▆▆ ▆▆▅▆ ▆▅▆▆▅▆ ▆▆▅ 25000 ▆▆▅▆▆▅ ▆▅▆▆ ▆▆▅▆▆ ▆▅▆▆ ▆▆▅ ▆▅▆▆▅ ▆▆▅▆ ▆▅▆▆▆ ▆▆▅▆ ▆▅▆▆ ▆▆▅▆▆ ▆▅▆▆ ▆▆▅ ▆▅▆▆▅▆ ▆▆▅▆ ▆▅▆▆ ▆▆▅ ▆▅▆▆▅ ▆▆▅▆ ▆▅▆ ▆▆▅▆▆ ▆▅▆▆ ▆▆▅▆ ▆▅▆▆▅▆ ▆▆▅ ▆▅▆ ▆▆▅▆▆▅ ▆▅▆▆ ▆▆▅▆▆ ▆▅▆▆ ▆▆▅ ▆▅▆▆▅ ▆▆▅▆ ▆▅▆▆▆ ▆▆▅▆ ▆▅▆▆ ▆▆▅▆▆ ▆▅▆▆ ▆▆▅ ▆▅▆▆▅▆ ▆▆▅▆ ▆▅▆▆ ▆▆▅ ▆▅▆▆▅ ▆▆▅▆ ▆▅▆ ▆▆▅▆▆ ▆▅▆▆ ▆▆▅▆ ▆▅▆▆▅▆ ▆▆▅ ▆▅▆ ▆▆▅▆▆▅ ▆▅▆▆ ▆▆▅▆▆ ▆▅▆▆ ▆▆▅ ▆▅▆▆▅ ▆▆▅▆ ▆▅▆▆▆ ▆▆▅▆ ▆▅▆▆ ▆▆▅▆▆ ▆▅▆▆ ▆▆▅ ▆▅▆▆▅▆ ▆▆▅▆ ▆▅▆▆ ▆▆▅ ▆▅▆▆▅ ▆▆▅▆ ▆▅▆ ▆▆▅▆▆ ▆▅▆▆ bbox=[566, 616, 666, 728]
right-top-body-col1: ▆▆▅▆ ▆▅▆▆ ▆▆▅ ▆▅▆▆▅ ▆▆▅▆ ▆▅▆ ▆▆▅▆▆ ▆▅▆▆ ▆▆▅▆ ▆▅▆▆▅▆ ▆▆▅ ▆▅▆ ▆▆▅▆▆▅ ▆▅▆▆ ▆▆▅▆▆ ▆▅▆▆ ▆▆▅ ▆▅▆▆▅ ▆▆▅▆ ▆▅▆▆▆ ▆▆▅▆ ▆▅▆▆ ▆▆▅▆▆ ▆▅▆▆ ▆▆▅ ▆▅▆▆▅▆ ▆▆▅▆ ▆▅▆▆ ▆▆▅ ▆▅▆▆▅ ▆▆▅▆ ▆▅▆ ▆▆▅▆▆ ▆▅▆▆ ▆▆▅▆ ▆▅▆▆▅▆ ▆▆▅ ▆▅▆ ▆▆▅▆▆▅ ▆▅▆▆ ▆▆▅▆▆ ▆▅▆▆ ▆▆▅ ▆▅▆▆▅ ▆▆▅▆ ▆▅▆▆▆ ▆▆▅▆ ▆▅▆▆ ▆▆▅▆▆ ▆▅▆▆ ▆▆▅ ▆▅▆▆▅▆ ▆▆▅▆ ▆▅▆▆ ▆▆▅ ▆▅▆▆▅ ▆▆▅▆ ▆▅▆ ▆▆▅▆▆ ▆▅▆▆ ▆▆▅▆ ▆▅▆▆▅▆ ▆▆▅ ▆▅▆ ▆▆▅▆▆▅ ▆▅▆▆ ▆▆▅▆▆ ▆▅▆▆ ▆▆▅ ▆▅▆▆▅ ▆▆▅▆ ▆▅▆▆▆ ▆▆▅▆ ▆▅▆▆ ▆▆▅▆▆ ▆▅▆▆ ▆▆▅ ▆▅▆▆▅▆ ▆▆▅▆ ▆▅▆▆ ▆▆▅ ▆▅▆▆▅ ▆▆▅▆ ▆▅▆ ▆▆▅▆▆ ▆▅▆▆ ▆▆▅▆ ▆▅▆▆▅▆ ▆▆▅ ▆▅▆ ▆▆▅▆▆▅ ▆▅▆▆ ▆▆▅▆▆ ▆▅▆▆ ▆▆▅ ▆▅▆▆▅ ▆▆▅▆ ▆▅▆▆▆ ▆▆▅▆ ▆▅▆▆ ▆▆▅▆▆ bbox=[440, 186, 550, 305]
amitshah-headline-line1: ಮುಂದಿನ 2 ವರ್ಷಗಳಲ್ಲಿ ಎಡಪಂಥೀಯ ಉಗ್ರವಾದವನ್ನು bbox=[93, 380, 299, 394]
amitshah-body-col3: ▆▆▅▆ ▆▅▆▆ ▆▆▅ ▆▅▆▆▅ ▆▆▅▆ ▆▅▆ ▆▆▅▆▆ ▆▅▆▆ 14,000 ▆▆▅▆ ▆▅▆▆▅▆ ▆▆▅ ▆▅▆ ▆▆▅▆▆▅ ▆▅▆▆ ▆▆▅▆▆ ▆▅▆▆ ▆▆▅ ▆▅▆▆▅ ▆▆▅▆ ▆▅▆▆▆ ▆▆▅▆ ▆▅▆▆ 3,296 ▆▆▅▆▆ ▆▅▆▆ ▆▆▅ ▆▅▆▆▅▆ ▆▆▅▆ ▆▅▆▆ ▆▆▅ ▆▅▆▆▅ ▆▆▅▆ ▆▅▆ ▆▆▅▆▆ ▆▅▆▆ ▆▆▅▆ ▆▅▆▆▅▆ ▆▆▅ ▆▅▆ ▆▆▅▆▆▅ ▆▅▆▆ ▆▆▅▆▆ ▆▅▆▆ ▆▆▅ ▆▅▆▆▅ ▆▆▅▆ ▆▅▆▆▆ ▆▆▅▆ ▆▅▆▆ ▆▆▅▆▆ ▆▅▆▆ ▆▆▅ ▆▅▆▆▅▆ ▆▆▅▆ ▆▅▆▆ ▆▆▅ ▆▅▆▆▅ ▆▆▅▆ ▆▅▆ ▆▆▅▆▆ ▆▅▆▆ ▆▆▅▆ ▆▅▆▆▅▆ ▆▆▅ ▆▅▆ ▆▆▅▆▆▅ ▆▅▆▆ ▆▆▅▆▆ ▆▅▆▆ ▆▆▅ ▆▅▆▆▅ ▆▆▅▆ ▆▅▆▆▆ ▆▆▅▆ ▆▅▆▆ ▆▆▅▆▆ ▆▅▆▆ ▆▆▅ ▆▅▆▆▅▆ ▆▆▅▆ ▆▅▆▆ ▆▆▅ ▆▅▆▆▅ ▆▆▅▆ ▆▅▆ ▆▆▅▆▆ ▆▅▆▆ ▆▆▅▆ ▆▅▆▆▅▆ ▆▆▅ ▆▅▆ ▆▆▅▆▆▅ ▆▅▆▆ ▆▆▅▆▆ ▆▅▆▆ ▆▆▅ ▆▅▆▆▅ ▆▆▅▆ ▆▅▆▆▆ ▆▆▅▆ ▆▅▆▆ ▆▆▅▆▆ ▆▅▆▆ ▆▆▅ ▆▅▆▆▅▆ ▆▆▅▆ ▆▅▆▆ ▆▆▅ ▆▅▆▆▅ ▆▆▅▆ ▆▅▆ ▆▆▅▆▆ ▆▅▆▆ ▆▆▅▆ ▆▅▆▆▅▆ ▆▆▅ ▆▅▆ ▆▆▅▆▆▅ ▆▅▆▆ ▆▆▅▆▆ ▆▅▆▆ ▆▆▅ ▆▅▆▆▅ ▆▆▅▆ ▆▅▆▆▆ ▆▆▅▆ ▆▅▆▆ ▆▆▅▆▆ ▆▅▆▆ ▆▆▅ ▆▅▆▆▅▆ bbox=[248, 514, 350, 685]
